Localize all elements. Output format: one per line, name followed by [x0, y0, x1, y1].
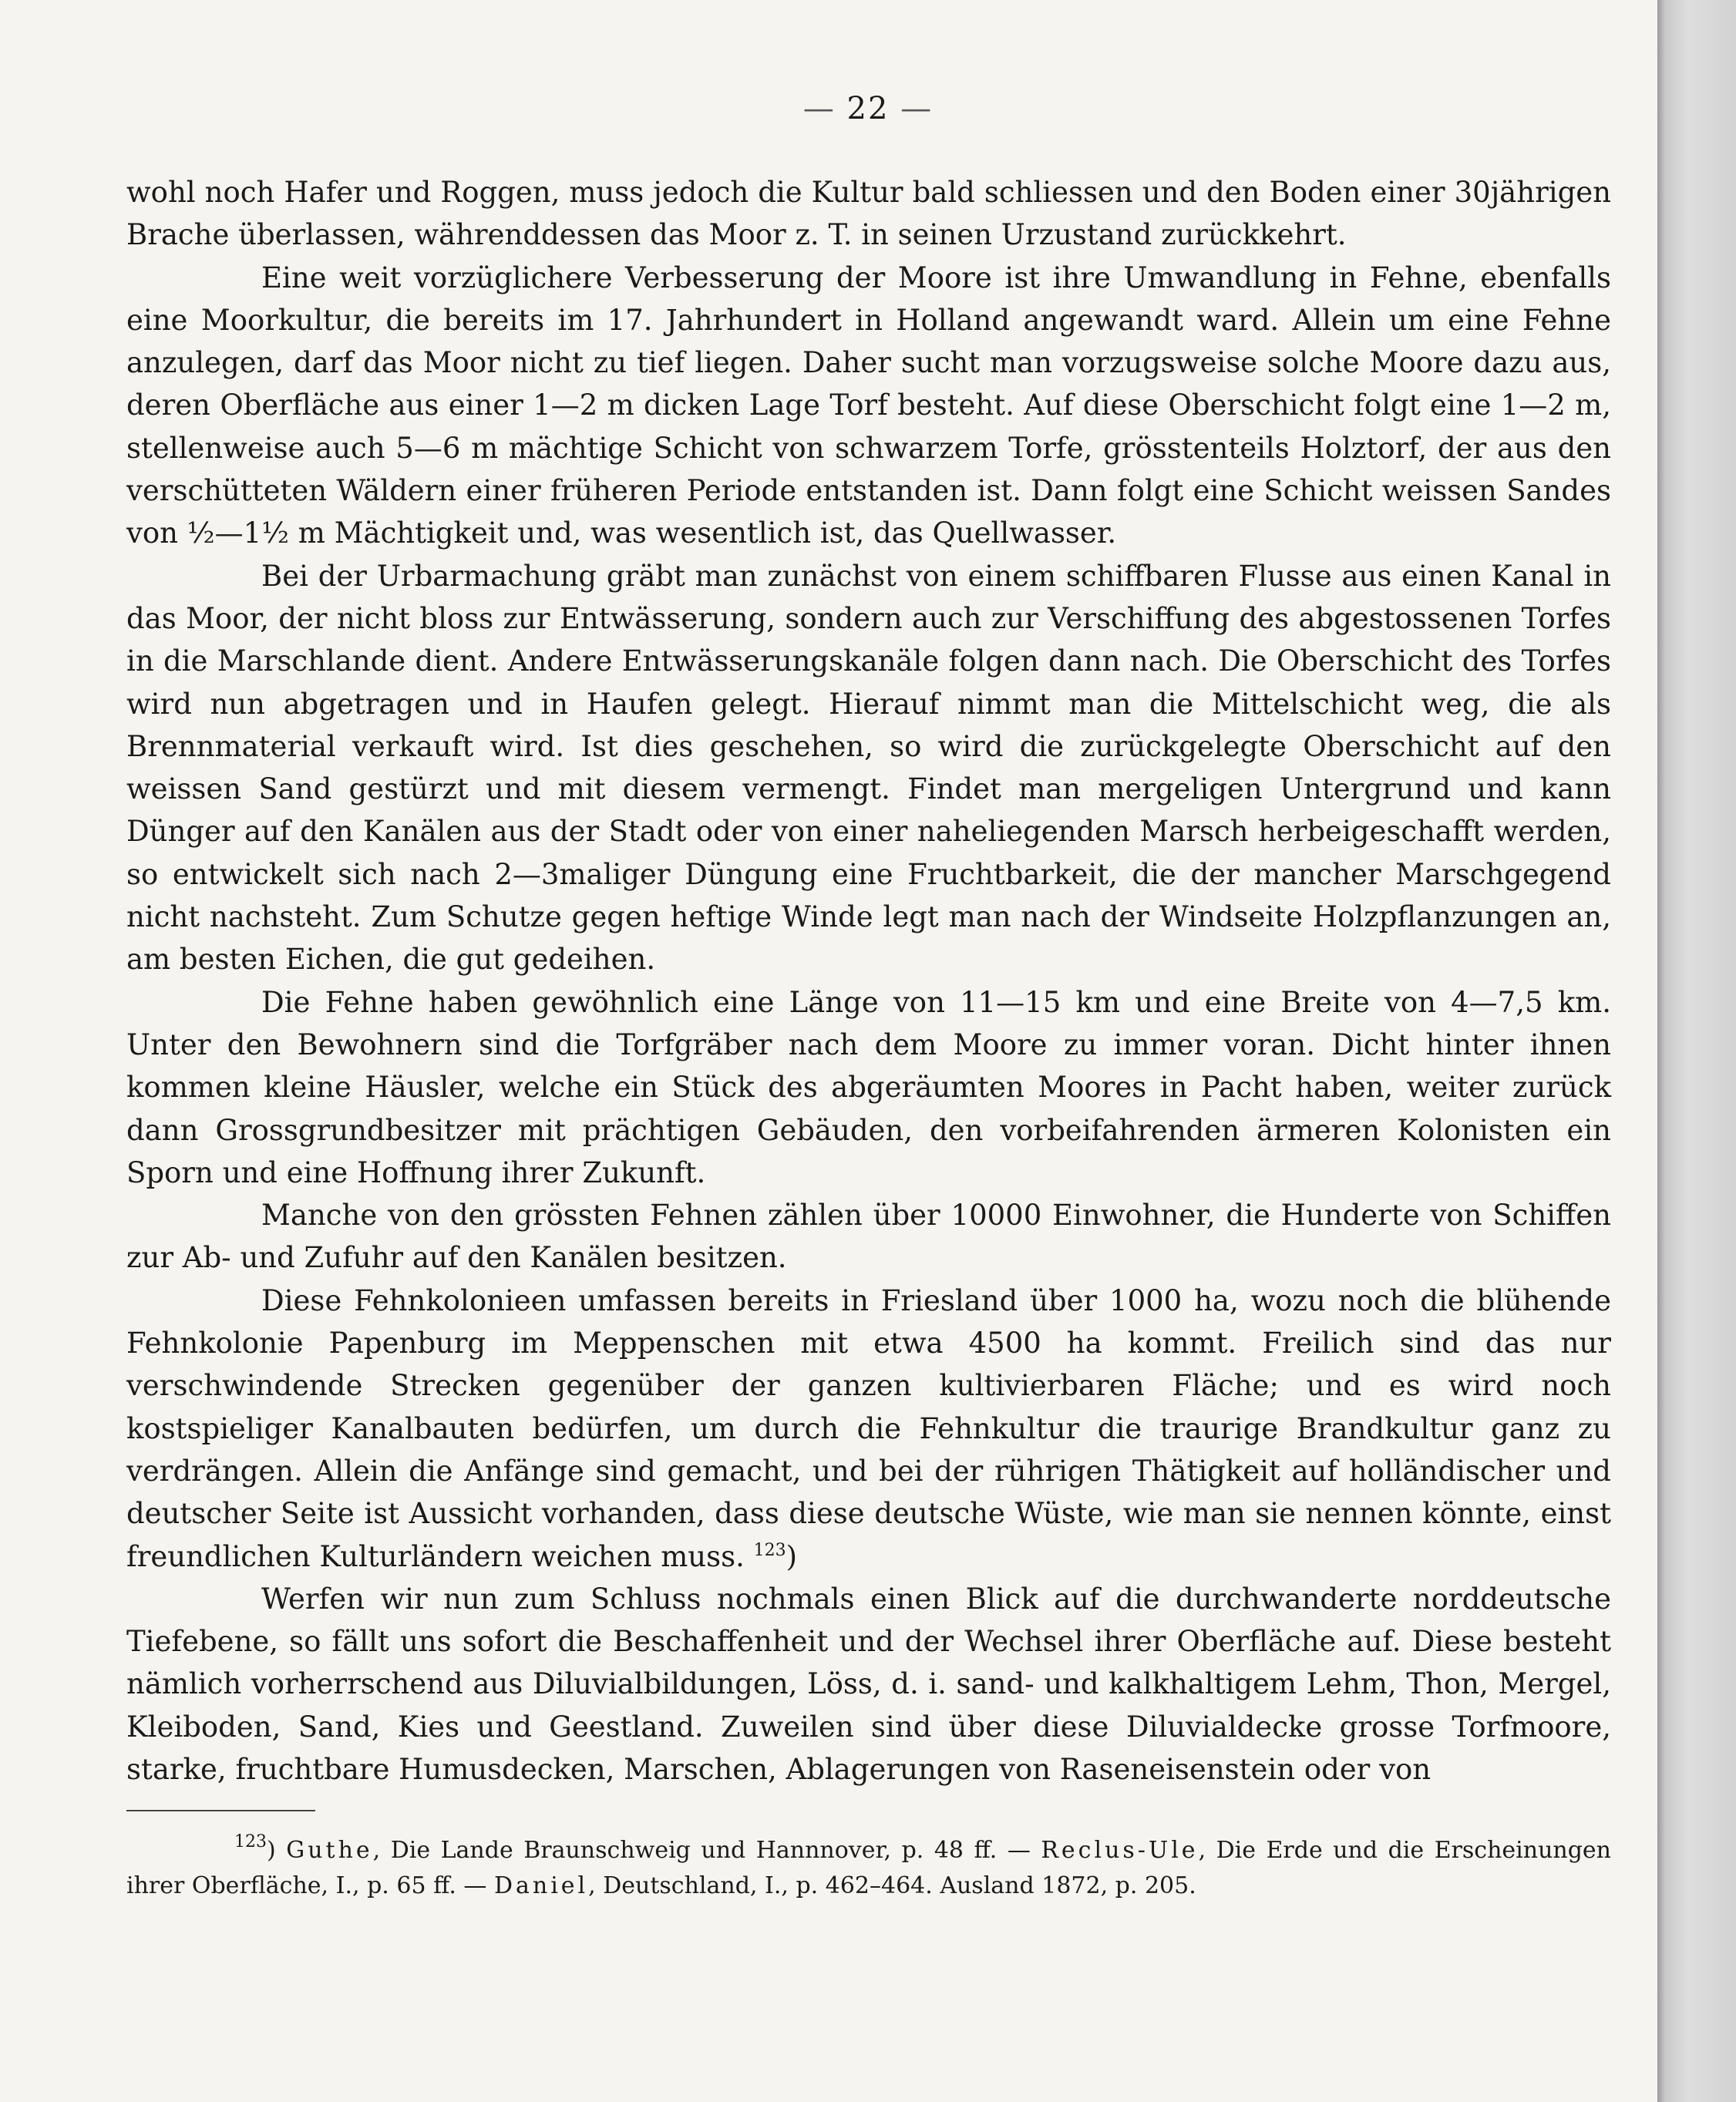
main-text	[126, 171, 1611, 1791]
paragraph-6-text: Diese Fehnkolonieen umfassen bereits in Friesland über 1000 ha, wozu noch die blühende Fehnkolonie Papenburg im Meppenschen mit etwa 4500 ha kommt. Freilich sind das nur verschwindende Strecken gegenüber der ganzen kultivierbaren Fläche; und es wird noch kostspieliger Kanalbauten bedürfen, um durch die Fehnkultur die traurige Brandkultur ganz zu verdrängen. Allein die Anfänge sind gemacht, und bei der rührigen Thätigkeit auf holländischer und deutscher Seite ist Aussicht vorhanden, dass diese deutsche Wüste, wie man sie nennen könnte, einst freundlichen Kulturländern weichen muss.	[126, 1283, 1611, 1573]
paragraph-4: Die Fehne haben gewöhnlich eine Länge von 11—15 km und eine Breite von 4—7,5 km. Unter den Bewohnern sind die Torfgräber nach dem Moore zu immer voran. Dicht hinter ihnen kommen kleine Häusler, welche ein Stück des abgeräumten Moores in Pacht haben, weiter zurück dann Grossgrundbesitzer mit prächtigen Gebäuden, den vorbeifahrenden ärmeren Kolonisten ein Sporn und eine Hoffnung ihrer Zukunft.	[126, 985, 1611, 1189]
footnote-reference: 123	[753, 1540, 786, 1560]
paragraph-5: Manche von den grössten Fehnen zählen über 10000 Einwohner, die Hunderte von Schiffen zur Ab- und Zufuhr auf den Kanälen besitzen.	[126, 1199, 1611, 1275]
book-edge	[1657, 0, 1736, 2102]
footnote-author-guthe: Guthe	[286, 1837, 373, 1864]
paragraph-6	[126, 1280, 1611, 1578]
paragraph-7: Werfen wir nun zum Schluss nochmals einen Blick auf die durchwanderte norddeutsche Tiefebene, so fällt uns sofort die Beschaffenheit und der Wechsel ihrer Oberfläche auf. Diese besteht nämlich vorherrschend aus Diluvialbildungen, Löss, d. i. sand- und kalkhaltigem Lehm, Thon, Mergel, Kleiboden, Sand, Kies und Geestland. Zuweilen sind über diese Diluvialdecke grosse Torfmoore, starke, fruchtbare Humusdecken, Marschen, Ablagerungen von Raseneisenstein oder von	[126, 1582, 1611, 1786]
footnote-divider	[126, 1810, 315, 1811]
page-number: — 22 —	[802, 91, 934, 126]
paragraph-2: Eine weit vorzüglichere Verbesserung der Moore ist ihre Umwandlung in Fehne, ebenfalls eine Moorkultur, die bereits im 17. Jahrhundert in Holland angewandt ward. Allein um eine Fehne anzulegen, darf das Moor nicht zu tief liegen. Daher sucht man vorzugsweise solche Moore dazu aus, deren Oberfläche aus einer 1—2 m dicken Lage Torf besteht. Auf diese Oberschicht folgt eine 1—2 m, stellenweise auch 5—6 m mächtige Schicht von schwarzem Torfe, grösstenteils Holztorf, der aus den verschütteten Wäldern einer früheren Periode entstanden ist. Dann folgt eine Schicht weissen Sandes von ½—1½ m Mächtigkeit und, was wesentlich ist, das Quellwasser.	[126, 261, 1611, 550]
footnote-reference-close: )	[786, 1539, 798, 1573]
footnote-author-reclus-ule: Reclus-Ule	[1041, 1837, 1199, 1864]
footnote-123: $^{123}$) Guthe, Die Lande Braunschweig und Hannnover, p. 48 ff. — Reclus-Ule, Die Erde und die Erscheinungen ihrer Oberfläche, I., p. 65 ff. — Daniel, Deutschland, I., p. 462–464. Ausland 1872, p. 205.	[126, 1832, 1611, 1899]
footnote-author-daniel: Daniel	[493, 1872, 589, 1899]
footnote-marker: 123	[234, 1832, 267, 1851]
paragraph-3: Bei der Urbarmachung gräbt man zunächst von einem schiffbaren Flusse aus einen Kanal in das Moor, der nicht bloss zur Entwässerung, sondern auch zur Verschiffung des abgestossenen Torfes in die Marschlande dient. Andere Entwässerungskanäle folgen dann nach. Die Oberschicht des Torfes wird nun abgetragen und in Haufen gelegt. Hierauf nimmt man die Mittelschicht weg, die als Brennmaterial verkauft wird. Ist dies geschehen, so wird die zurückgelegte Oberschicht auf den weissen Sand gestürzt und mit diesem vermengt. Findet man mergeligen Untergrund und kann Dünger auf den Kanälen aus der Stadt oder von einer naheliegenden Marsch herbeigeschafft werden, so entwickelt sich nach 2—3maliger Düngung eine Fruchtbarkeit, die der mancher Marschgegend nicht nachsteht. Zum Schutze gegen heftige Winde legt man nach der Windseite Holzpflanzungen an, am besten Eichen, die gut gedeihen.	[126, 559, 1611, 977]
paragraph-1: wohl noch Hafer und Roggen, muss jedoch die Kultur bald schliessen und den Boden einer 30jährigen Brache überlassen, währenddessen das Moor z. T. in seinen Urzustand zurückkehrt.	[126, 176, 1611, 252]
page-number-value: 22	[846, 91, 890, 126]
footnotes	[126, 1833, 1611, 1904]
